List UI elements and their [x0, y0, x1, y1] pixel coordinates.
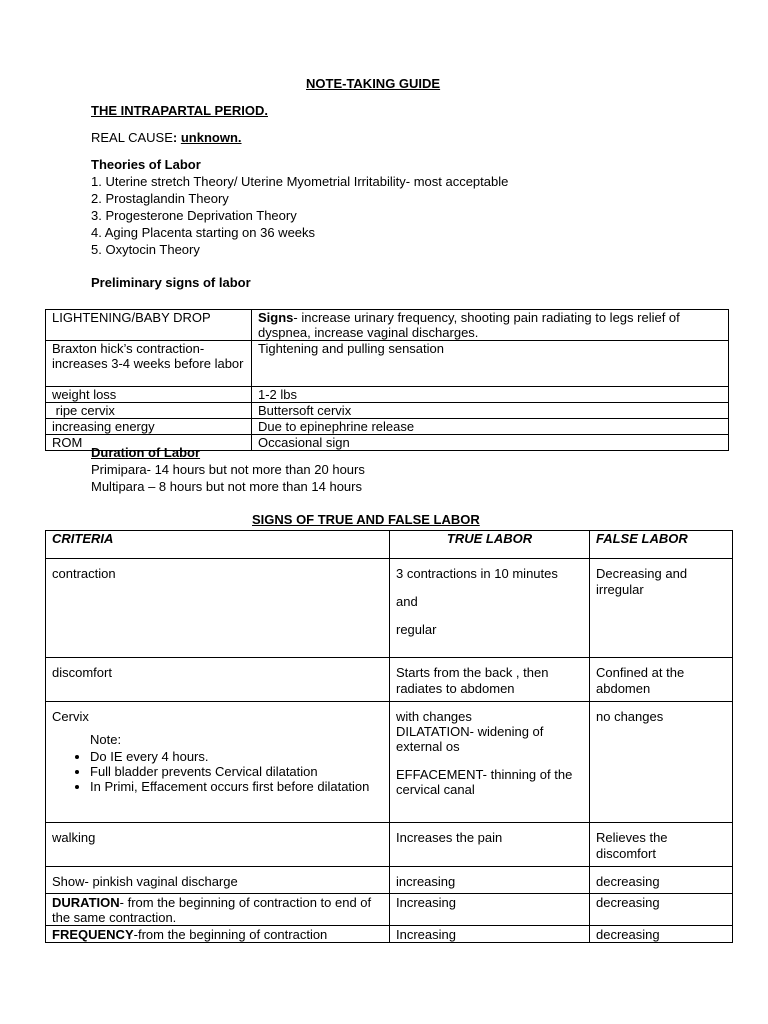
false-labor-cell: Relieves the discomfort: [590, 823, 733, 867]
true-labor-text: with changes: [396, 709, 472, 724]
cervix-notes-list: [52, 749, 383, 794]
header-false-labor: FALSE LABOR: [590, 531, 733, 559]
prelim-sign-cell: [46, 387, 252, 403]
table-row: [46, 387, 729, 403]
table-row: [46, 894, 733, 926]
false-labor-cell: decreasing: [590, 926, 733, 943]
table-row: [46, 341, 729, 387]
criteria-cell: [46, 894, 390, 926]
duration-multipara: Multipara – 8 hours but not more than 14 hours: [91, 479, 362, 494]
false-labor-cell: no changes: [590, 702, 733, 823]
true-labor-cell: Increases the pain: [390, 823, 590, 867]
duration-primipara: Primipara- 14 hours but not more than 20 hours: [91, 462, 365, 477]
criteria-cell: [46, 702, 390, 823]
true-labor-text: and: [396, 594, 418, 609]
prelim-sign: ROM: [52, 435, 83, 450]
prelim-sign: LIGHTENING/BABY DROP: [52, 310, 211, 325]
table-row: [46, 867, 733, 894]
true-labor-cell: [390, 559, 590, 658]
prelim-sign: ripe cervix: [52, 403, 115, 418]
prelim-detail-cell: [252, 419, 729, 435]
prelim-sign-cell: [46, 419, 252, 435]
true-labor-cell: Increasing: [390, 894, 590, 926]
prelim-sign: weight loss: [52, 387, 117, 402]
real-cause-value: unknown.: [180, 130, 242, 145]
true-labor-text: 3 contractions in 10 minutes: [396, 566, 558, 581]
list-item: • Full bladder prevents Cervical dilatation: [90, 764, 383, 779]
prelim-sign: Braxton hick’s contraction- increases 3-4 weeks before labor: [52, 341, 244, 371]
false-labor-cell: Decreasing and irregular: [590, 559, 733, 658]
cervix-label: Cervix: [52, 709, 89, 724]
criteria-cell: walking: [46, 823, 390, 867]
table-row: [46, 658, 733, 702]
prelim-detail: Occasional sign: [258, 435, 350, 450]
criteria-cell: discomfort: [46, 658, 390, 702]
section-title: THE INTRAPARTAL PERIOD.: [91, 103, 268, 118]
frequency-row-text: -from the beginning of contraction: [133, 927, 328, 942]
header-true-labor: TRUE LABOR: [390, 531, 590, 559]
labor-table-title: SIGNS OF TRUE AND FALSE LABOR: [252, 512, 480, 527]
prelim-detail: Due to epinephrine release: [258, 419, 415, 434]
table-row: [46, 419, 729, 435]
preliminary-heading: Preliminary signs of labor: [91, 275, 251, 290]
criteria-cell: contraction: [46, 559, 390, 658]
duration-heading: Duration of Labor: [91, 445, 201, 460]
prelim-detail-cell: [252, 435, 729, 451]
list-item: • Do IE every 4 hours.: [90, 749, 383, 764]
true-labor-cell: Starts from the back , then radiates to abdomen: [390, 658, 590, 702]
table-header-row: [46, 531, 733, 559]
true-labor-text: EFFACEMENT- thinning of the cervical canal: [396, 767, 573, 797]
table-row: [46, 823, 733, 867]
prelim-detail-cell: [252, 387, 729, 403]
prelim-detail-cell: [252, 341, 729, 387]
duration-row-text: - from the beginning of contraction to end of the same contraction.: [52, 895, 372, 925]
true-labor-text: DILATATION- widening of external os: [396, 724, 544, 754]
true-labor-cell: increasing: [390, 867, 590, 894]
theory-item: 5. Oxytocin Theory: [91, 242, 200, 257]
prelim-sign-cell: [46, 341, 252, 387]
true-labor-text: regular: [396, 622, 437, 637]
true-labor-cell: Increasing: [390, 926, 590, 943]
prelim-detail: 1-2 lbs: [258, 387, 298, 402]
real-cause-label: REAL CAUSE: [91, 130, 173, 145]
true-false-labor-table: [45, 530, 733, 943]
table-row: [46, 403, 729, 419]
table-row: [46, 559, 733, 658]
criteria-cell: Show- pinkish vaginal discharge: [46, 867, 390, 894]
false-labor-cell: decreasing: [590, 867, 733, 894]
prelim-sign-cell: [46, 403, 252, 419]
prelim-sign: increasing energy: [52, 419, 155, 434]
prelim-detail-bold: Signs: [258, 310, 294, 325]
theory-item: 4. Aging Placenta starting on 36 weeks: [91, 225, 316, 240]
table-row: [46, 926, 733, 943]
theory-item: 2. Prostaglandin Theory: [91, 191, 229, 206]
list-item: • In Primi, Effacement occurs first before dilatation: [90, 779, 383, 794]
real-cause-line: [91, 130, 242, 146]
prelim-detail: Tightening and pulling sensation: [258, 341, 444, 356]
real-cause-colon: :: [172, 130, 178, 145]
false-labor-cell: decreasing: [590, 894, 733, 926]
prelim-sign-cell: [46, 310, 252, 341]
criteria-cell: [46, 926, 390, 943]
prelim-detail-cell: [252, 310, 729, 341]
preliminary-signs-table: [45, 309, 729, 451]
false-labor-cell: Confined at the abdomen: [590, 658, 733, 702]
theories-heading: Theories of Labor: [91, 157, 201, 172]
document-title: NOTE-TAKING GUIDE: [306, 76, 441, 91]
prelim-detail: - increase urinary frequency, shooting pain radiating to legs relief of dyspnea, increase vaginal discharges.: [258, 310, 680, 340]
theory-item: 3. Progesterone Deprivation Theory: [91, 208, 297, 223]
prelim-detail: Buttersoft cervix: [258, 403, 352, 418]
cervix-note-label: Note:: [90, 732, 122, 747]
table-row: [46, 702, 733, 823]
table-row: [46, 310, 729, 341]
true-labor-cell: [390, 702, 590, 823]
frequency-row-bold: FREQUENCY: [52, 927, 134, 942]
duration-row-bold: DURATION: [52, 895, 120, 910]
header-criteria: CRITERIA: [46, 531, 390, 559]
prelim-detail-cell: [252, 403, 729, 419]
theory-item: 1. Uterine stretch Theory/ Uterine Myometrial Irritability- most acceptable: [91, 174, 509, 189]
